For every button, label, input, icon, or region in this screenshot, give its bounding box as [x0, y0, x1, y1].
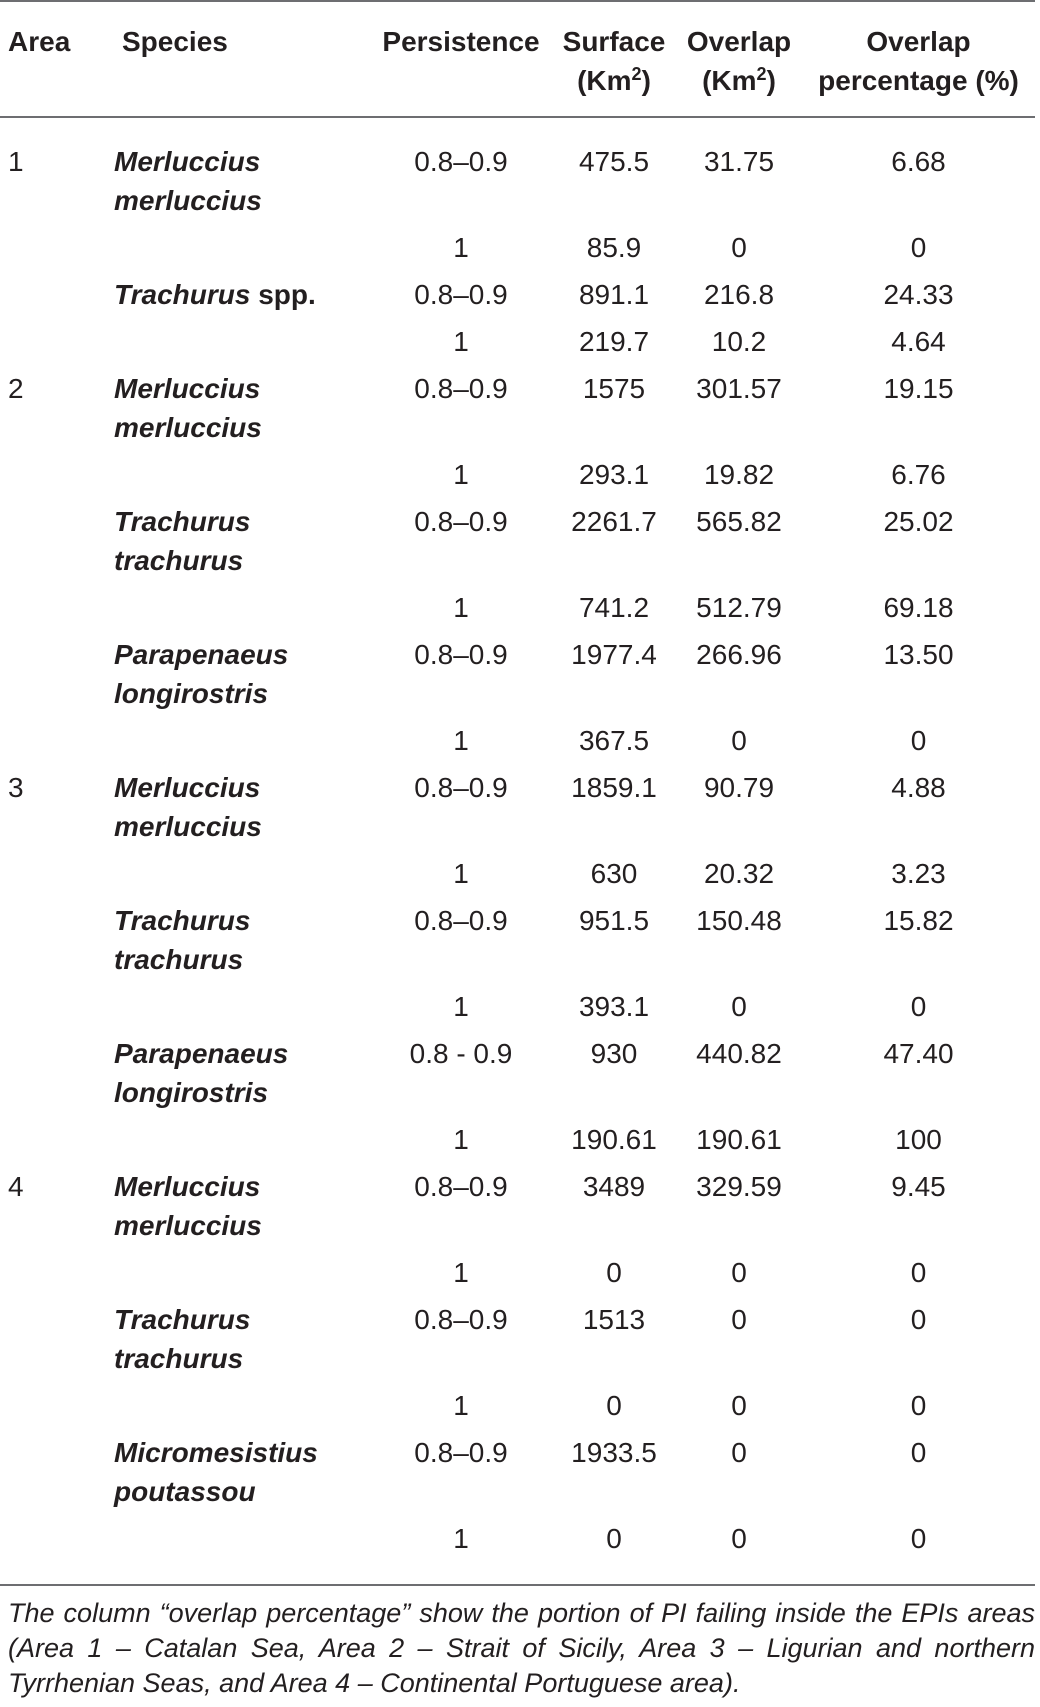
species-cell: [114, 275, 370, 322]
surface-cell: 891.1: [578, 279, 650, 310]
species-cell: [114, 502, 370, 588]
persistence-cell: 1: [453, 592, 469, 623]
overlap-percentage-cell: 6.76: [891, 459, 946, 490]
header-surface-sup: 2: [631, 64, 642, 84]
table-row: [0, 987, 1035, 1034]
species-name: Trachurus trachurus: [114, 506, 251, 576]
species-name: Parapenaeus longirostris: [114, 639, 289, 709]
area-cell: [0, 1519, 114, 1566]
species-cell: [114, 721, 370, 768]
table-row: [0, 275, 1035, 322]
overlap-cell: 0: [731, 991, 747, 1022]
table-row: [0, 228, 1035, 275]
persistence-cell: 0.8–0.9: [414, 146, 508, 177]
persistence-cell: 1: [453, 326, 469, 357]
overlap-cell: 0: [731, 1437, 747, 1468]
table-row: [0, 588, 1035, 635]
table-header: [0, 1, 1035, 117]
area-cell: [0, 1120, 114, 1167]
table-row: [0, 1519, 1035, 1566]
species-cell: [114, 1519, 370, 1566]
surface-cell: 1575: [582, 373, 646, 404]
species-cell: [114, 369, 370, 455]
species-cell: [114, 768, 370, 854]
species-name: Merluccius merluccius: [114, 373, 262, 443]
overlap-percentage-cell: 0: [910, 1437, 927, 1468]
overlap-cell: 19.82: [703, 459, 775, 490]
table-row: [0, 901, 1035, 987]
persistence-cell: 0.8–0.9: [414, 373, 508, 404]
overlap-cell: 440.82: [696, 1038, 782, 1069]
species-cell: [114, 1433, 370, 1519]
table-row: [0, 455, 1035, 502]
header-row: [0, 1, 1035, 117]
overlap-cell: 565.82: [696, 506, 782, 537]
species-cell: [114, 854, 370, 901]
persistence-cell: 0.8–0.9: [414, 772, 508, 803]
table-body: [0, 117, 1035, 1566]
header-surface-line1: Surface: [562, 26, 666, 57]
area-cell: [0, 588, 114, 635]
overlap-cell: 190.61: [696, 1124, 782, 1155]
area-cell: [0, 275, 114, 322]
table-row: [0, 721, 1035, 768]
table-row: [0, 1034, 1035, 1120]
persistence-cell: 1: [453, 858, 469, 889]
area-cell: 2: [8, 373, 24, 404]
persistence-cell: 1: [453, 232, 469, 263]
table-row: [0, 369, 1035, 455]
species-cell: [114, 987, 370, 1034]
table-row: [0, 1167, 1035, 1253]
header-overlap-unit: (Km: [702, 65, 757, 96]
species-cell: [114, 1167, 370, 1253]
overlap-percentage-cell: 0: [910, 991, 927, 1022]
surface-cell: 1933.5: [571, 1437, 657, 1468]
table-row: [0, 1253, 1035, 1300]
header-species: Species: [114, 1, 370, 117]
surface-cell: 190.61: [571, 1124, 657, 1155]
overlap-cell: 0: [731, 725, 747, 756]
overlap-percentage-cell: 4.88: [891, 772, 946, 803]
table-row: [0, 635, 1035, 721]
persistence-cell: 1: [453, 459, 469, 490]
overlap-cell: 0: [731, 1523, 747, 1554]
overlap-cell: 0: [731, 232, 747, 263]
overlap-percentage-cell: 69.18: [883, 592, 954, 623]
area-cell: [0, 854, 114, 901]
species-cell: [114, 1253, 370, 1300]
table-row: [0, 502, 1035, 588]
overlap-cell: 512.79: [696, 592, 782, 623]
area-cell: [0, 455, 114, 502]
species-name: Merluccius merluccius: [114, 146, 262, 216]
persistence-cell: 0.8–0.9: [414, 506, 508, 537]
overlap-percentage-cell: 6.68: [891, 146, 946, 177]
persistence-cell: 1: [453, 1523, 469, 1554]
species-cell: [114, 1300, 370, 1386]
overlap-percentage-cell: 3.23: [891, 858, 946, 889]
area-cell: [0, 1253, 114, 1300]
species-suffix: spp.: [250, 279, 316, 310]
persistence-cell: 0.8–0.9: [414, 1304, 508, 1335]
surface-cell: 951.5: [578, 905, 650, 936]
persistence-cell: 0.8–0.9: [414, 905, 508, 936]
persistence-cell: 1: [453, 1124, 469, 1155]
header-persistence: Persistence: [370, 1, 552, 117]
area-cell: [0, 322, 114, 369]
header-overlap-line1: Overlap: [686, 26, 792, 57]
surface-cell: 219.7: [578, 326, 650, 357]
header-area: Area: [0, 1, 114, 117]
overlap-percentage-cell: 19.15: [883, 373, 954, 404]
overlap-percentage-cell: 0: [910, 1523, 927, 1554]
overlap-percentage-cell: 100: [895, 1124, 942, 1155]
surface-cell: 0: [606, 1523, 622, 1554]
overlap-percentage-cell: 0: [910, 725, 927, 756]
species-cell: [114, 228, 370, 275]
surface-cell: 930: [590, 1038, 638, 1069]
persistence-cell: 1: [453, 725, 469, 756]
surface-cell: 0: [606, 1257, 622, 1288]
area-cell: 1: [8, 146, 24, 177]
overlap-cell: 20.32: [703, 858, 775, 889]
surface-cell: 293.1: [578, 459, 650, 490]
surface-cell: 741.2: [578, 592, 650, 623]
overlap-cell: 266.96: [696, 639, 782, 670]
header-overlap-sup: 2: [756, 64, 767, 84]
overlap-percentage-cell: 47.40: [883, 1038, 954, 1069]
table-row: [0, 768, 1035, 854]
area-cell: [0, 1300, 114, 1386]
table-row: [0, 854, 1035, 901]
species-cell: [114, 635, 370, 721]
overlap-cell: 0: [731, 1390, 747, 1421]
area-cell: [0, 1386, 114, 1433]
species-cell: [114, 588, 370, 635]
overlap-percentage-cell: 24.33: [883, 279, 954, 310]
surface-cell: 85.9: [586, 232, 642, 263]
overlap-cell: 0: [731, 1257, 747, 1288]
species-name: Trachurus trachurus: [114, 905, 251, 975]
persistence-cell: 1: [453, 1390, 469, 1421]
persistence-cell: 0.8 - 0.9: [409, 1038, 513, 1069]
overlap-cell: 10.2: [711, 326, 767, 357]
header-overlap: [676, 1, 802, 117]
species-name: Merluccius merluccius: [114, 772, 262, 842]
species-cell: [114, 1120, 370, 1167]
area-cell: 3: [8, 772, 24, 803]
species-cell: [114, 1386, 370, 1433]
overlap-cell: 31.75: [703, 146, 775, 177]
overlap-cell: 150.48: [696, 905, 782, 936]
surface-cell: 367.5: [578, 725, 650, 756]
persistence-cell: 0.8–0.9: [414, 1171, 508, 1202]
surface-cell: 1977.4: [571, 639, 657, 670]
overlap-percentage-cell: 0: [910, 1304, 927, 1335]
overlap-cell: 90.79: [703, 772, 775, 803]
species-name: Trachurus trachurus: [114, 1304, 251, 1374]
species-cell: [114, 1034, 370, 1120]
surface-cell: 0: [606, 1390, 622, 1421]
persistence-cell: 0.8–0.9: [414, 639, 508, 670]
area-cell: [0, 228, 114, 275]
area-cell: [0, 1433, 114, 1519]
area-cell: [0, 1034, 114, 1120]
species-name: Micromesistius poutassou: [114, 1437, 318, 1507]
overlap-cell: 216.8: [703, 279, 775, 310]
species-cell: [114, 117, 370, 228]
persistence-cell: 0.8–0.9: [414, 279, 508, 310]
persistence-cell: 1: [453, 1257, 469, 1288]
table-row: [0, 322, 1035, 369]
overlap-percentage-cell: 15.82: [883, 905, 954, 936]
area-cell: [0, 987, 114, 1034]
persistence-cell: 0.8–0.9: [414, 1437, 508, 1468]
table-row: [0, 1120, 1035, 1167]
species-name: Parapenaeus longirostris: [114, 1038, 289, 1108]
surface-cell: 1859.1: [571, 772, 657, 803]
overlap-cell: 0: [731, 1304, 747, 1335]
surface-cell: 393.1: [578, 991, 650, 1022]
species-cell: [114, 322, 370, 369]
table-row: [0, 1433, 1035, 1519]
species-cell: [114, 455, 370, 502]
table-row: [0, 1386, 1035, 1433]
overlap-percentage-cell: 13.50: [883, 639, 954, 670]
overlap-cell: 329.59: [696, 1171, 782, 1202]
header-surface-unit: (Km: [577, 65, 632, 96]
header-surface: [552, 1, 676, 117]
area-cell: [0, 721, 114, 768]
header-overlap-close: ): [766, 65, 776, 96]
overlap-percentage-cell: 0: [910, 232, 927, 263]
header-surface-close: ): [641, 65, 651, 96]
overlap-cell: 301.57: [696, 373, 782, 404]
surface-cell: 630: [590, 858, 638, 889]
species-cell: [114, 901, 370, 987]
persistence-cell: 1: [453, 991, 469, 1022]
header-pct-line2: percentage (%): [818, 65, 1019, 96]
surface-cell: 3489: [582, 1171, 646, 1202]
overlap-percentage-cell: 0: [910, 1257, 927, 1288]
species-name: Merluccius merluccius: [114, 1171, 262, 1241]
header-overlap-percentage: [802, 1, 1035, 117]
table-footnote: The column “overlap percentage” show the portion of PI failing inside the EPIs areas (Area 1 – Catalan Sea, Area 2 – Strait of Sicily, Area 3 – Ligurian and northern Tyrrhenian Seas, and Area 4 – Continental Portuguese area).: [0, 1584, 1035, 1701]
overlap-percentage-cell: 0: [910, 1390, 927, 1421]
table-row: [0, 117, 1035, 228]
overlap-percentage-cell: 25.02: [883, 506, 954, 537]
area-cell: [0, 502, 114, 588]
overlap-percentage-cell: 9.45: [891, 1171, 946, 1202]
species-name: Trachurus: [114, 279, 251, 310]
surface-cell: 475.5: [578, 146, 650, 177]
surface-cell: 2261.7: [571, 506, 657, 537]
table-row: [0, 1300, 1035, 1386]
area-cell: [0, 901, 114, 987]
overlap-percentage-cell: 4.64: [891, 326, 946, 357]
header-pct-line1: Overlap: [866, 26, 971, 57]
surface-cell: 1513: [582, 1304, 646, 1335]
area-cell: 4: [8, 1171, 24, 1202]
area-cell: [0, 635, 114, 721]
